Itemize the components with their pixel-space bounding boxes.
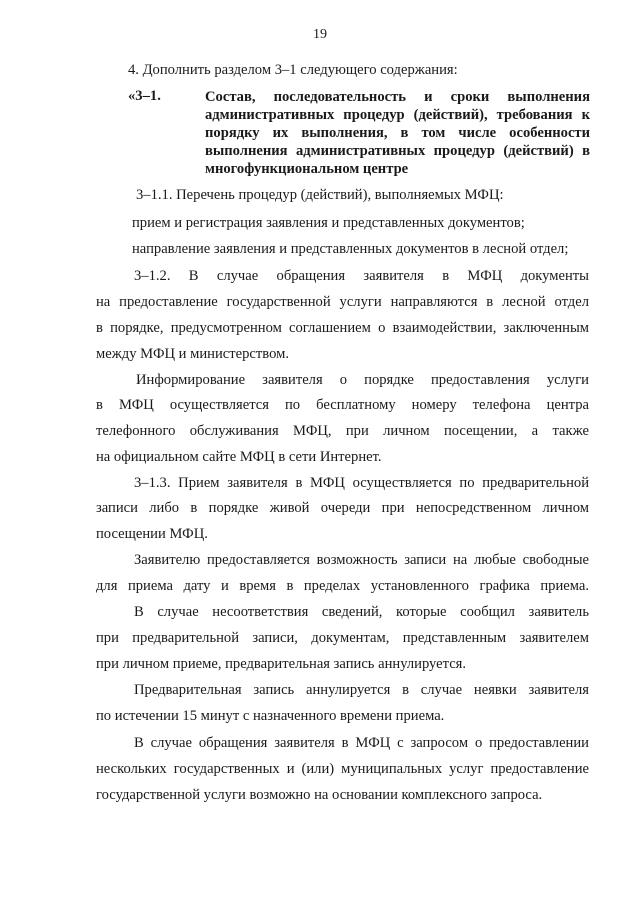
paragraph-line: по истечении 15 минут с назначенного времени приема. [96,708,445,724]
section-title-rest: административных процедур (действий), требования к порядку их выполнения, в том числе особенности выполнения административных процедур (действий) в многофункциональном центре [205,107,590,177]
page-number: 19 [313,27,327,42]
paragraph-line: в МФЦ осуществляется по бесплатному номеру телефона центра [96,397,589,413]
section-title-line1: Состав, последовательность и сроки выполнения [205,89,590,105]
paragraph-line: прием и регистрация заявления и представленных документов; [132,215,525,231]
paragraph-line: В случае несоответствия сведений, которые сообщил заявитель [134,604,589,620]
paragraph-line: при предварительной записи, документам, представленным заявителем [96,630,589,646]
paragraph-line: 3–1.1. Перечень процедур (действий), выполняемых МФЦ: [136,187,504,203]
paragraph-line: телефонного обслуживания МФЦ, при личном посещении, а также [96,423,589,439]
paragraph-line: направление заявления и представленных документов в лесной отдел; [132,241,569,257]
paragraph-line: при личном приеме, предварительная запись аннулируется. [96,656,467,672]
paragraph-line: между МФЦ и министерством. [96,346,289,362]
paragraph-line: для приема дату и время в пределах установленного графика приема. [96,578,589,594]
paragraph-line: Информирование заявителя о порядке предоставления услуги [136,372,589,388]
paragraph-line: 3–1.2. В случае обращения заявителя в МФЦ документы [134,268,589,284]
paragraph-line: государственной услуги возможно на основании комплексного запроса. [96,787,543,803]
paragraph-line: на официальном сайте МФЦ в сети Интернет. [96,449,382,465]
section-title [205,88,590,178]
paragraph-line: посещении МФЦ. [96,526,208,542]
paragraph-line: в порядке, предусмотренном соглашением о взаимодействии, заключенным [96,320,589,336]
intro-line: 4. Дополнить разделом 3–1 следующего содержания: [128,62,458,78]
paragraph-line: записи либо в порядке живой очереди при непосредственном личном [96,500,589,516]
paragraph-line: нескольких государственных и (или) муниципальных услуг предоставление [96,761,589,777]
section-number: «3–1. [128,88,161,104]
paragraph-line: на предоставление государственной услуги направляются в лесной отдел [96,294,589,310]
paragraph-line: В случае обращения заявителя в МФЦ с запросом о предоставлении [134,735,589,751]
paragraph-line: Предварительная запись аннулируется в случае неявки заявителя [134,682,589,698]
paragraph-line: Заявителю предоставляется возможность записи на любые свободные [134,552,589,568]
paragraph-line: 3–1.3. Прием заявителя в МФЦ осуществляется по предварительной [134,475,589,491]
